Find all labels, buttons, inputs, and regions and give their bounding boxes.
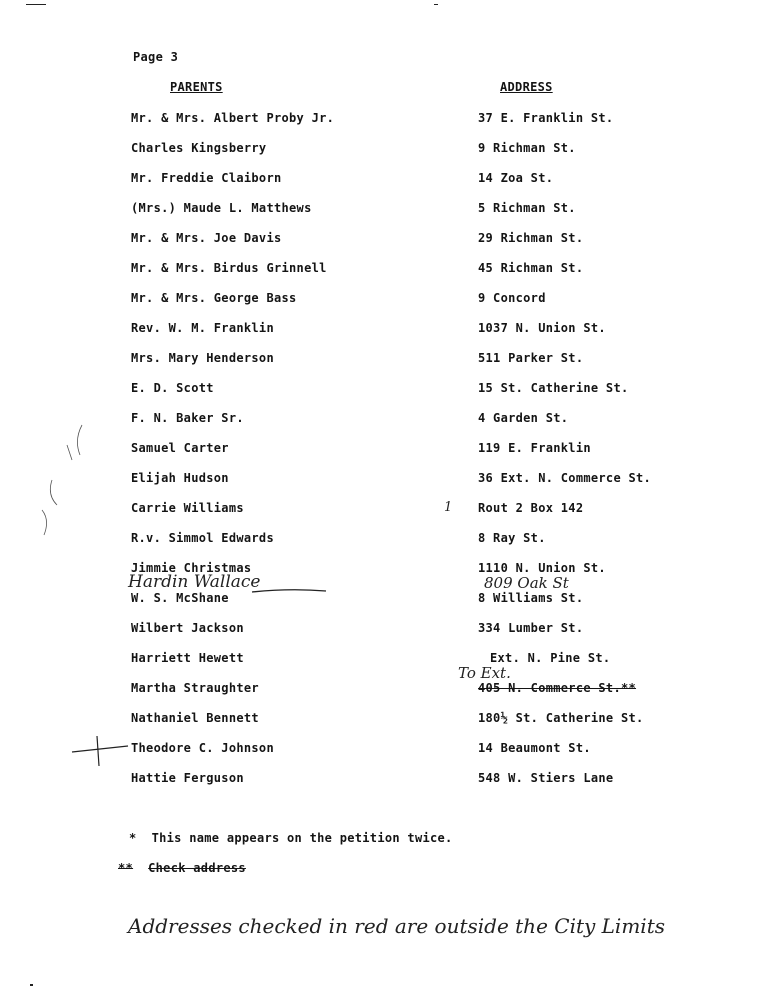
scan-artifact bbox=[30, 984, 33, 986]
parent-address: 5 Richman St. bbox=[478, 201, 576, 215]
footnote-text: Check address bbox=[148, 861, 246, 875]
parent-name: Jimmie Christmas bbox=[131, 561, 252, 575]
parent-name: R.v. Simmol Edwards bbox=[131, 531, 274, 545]
table-row bbox=[0, 351, 763, 381]
handwritten-ext-insert: To Ext. bbox=[458, 664, 511, 682]
parent-address: 548 W. Stiers Lane bbox=[478, 771, 614, 785]
footnote-text: This name appears on the petition twice. bbox=[151, 831, 453, 845]
parent-name: Theodore C. Johnson bbox=[131, 741, 274, 755]
footnote-marker: * bbox=[129, 831, 137, 845]
table-row bbox=[0, 561, 763, 591]
table-row bbox=[0, 621, 763, 651]
table-row bbox=[0, 111, 763, 141]
table-row bbox=[0, 321, 763, 351]
footnote-marker: ** bbox=[118, 861, 134, 875]
parent-name: F. N. Baker Sr. bbox=[131, 411, 244, 425]
table-row bbox=[0, 411, 763, 441]
table-row bbox=[0, 681, 763, 711]
parent-address: 511 Parker St. bbox=[478, 351, 584, 365]
scan-artifact bbox=[26, 4, 46, 5]
table-row bbox=[0, 291, 763, 321]
table-row bbox=[0, 231, 763, 261]
parents-table bbox=[0, 111, 763, 801]
table-row bbox=[0, 261, 763, 291]
handwritten-cross-mark bbox=[70, 732, 130, 768]
margin-scribble bbox=[22, 400, 102, 550]
parent-name: Elijah Hudson bbox=[131, 471, 229, 485]
table-row bbox=[0, 771, 763, 801]
parent-name: Mr. Freddie Claiborn bbox=[131, 171, 282, 185]
parent-address: 8 Ray St. bbox=[478, 531, 546, 545]
parent-address: 14 Zoa St. bbox=[478, 171, 554, 185]
parent-address: 37 E. Franklin St. bbox=[478, 111, 614, 125]
table-row bbox=[0, 141, 763, 171]
parent-name: (Mrs.) Maude L. Matthews bbox=[131, 201, 312, 215]
parent-name: Nathaniel Bennett bbox=[131, 711, 259, 725]
parents-column-header: PARENTS bbox=[170, 80, 223, 94]
parent-address: 180½ St. Catherine St. bbox=[478, 711, 644, 725]
table-row bbox=[0, 531, 763, 561]
parent-name: Martha Straughter bbox=[131, 681, 259, 695]
table-row bbox=[0, 201, 763, 231]
parent-address: Rout 2 Box 142 bbox=[478, 501, 584, 515]
parent-address: 405 N. Commerce St.** bbox=[478, 681, 637, 695]
table-row bbox=[0, 501, 763, 531]
table-row bbox=[0, 591, 763, 621]
parent-name: Mr. & Mrs. Albert Proby Jr. bbox=[131, 111, 335, 125]
parent-address: 1110 N. Union St. bbox=[478, 561, 606, 575]
parent-address: 8 Williams St. bbox=[478, 591, 584, 605]
parent-address: 9 Richman St. bbox=[478, 141, 576, 155]
table-row bbox=[0, 441, 763, 471]
table-row bbox=[0, 651, 763, 681]
page-label: Page 3 bbox=[133, 50, 179, 64]
parent-name: Mrs. Mary Henderson bbox=[131, 351, 274, 365]
parent-address: 14 Beaumont St. bbox=[478, 741, 591, 755]
parent-name: Mr. & Mrs. Birdus Grinnell bbox=[131, 261, 327, 275]
parent-name: Harriett Hewett bbox=[131, 651, 244, 665]
parent-name: E. D. Scott bbox=[131, 381, 214, 395]
parent-address: 9 Concord bbox=[478, 291, 546, 305]
parent-address: 15 St. Catherine St. bbox=[478, 381, 629, 395]
parent-address: 4 Garden St. bbox=[478, 411, 569, 425]
handwritten-row-mark: 1 bbox=[444, 500, 453, 515]
parent-address: 29 Richman St. bbox=[478, 231, 584, 245]
parent-address: 36 Ext. N. Commerce St. bbox=[478, 471, 652, 485]
parent-name: Samuel Carter bbox=[131, 441, 229, 455]
handwritten-underline bbox=[250, 586, 330, 596]
parent-name: Mr. & Mrs. Joe Davis bbox=[131, 231, 282, 245]
parent-name: Carrie Williams bbox=[131, 501, 244, 515]
table-row bbox=[0, 471, 763, 501]
parent-name: Hattie Ferguson bbox=[131, 771, 244, 785]
handwritten-footer-note: Addresses checked in red are outside the City Limits bbox=[128, 914, 665, 938]
parent-address: 334 Lumber St. bbox=[478, 621, 584, 635]
parent-address: Ext. N. Pine St. bbox=[490, 651, 611, 665]
parent-name: Charles Kingsberry bbox=[131, 141, 267, 155]
parent-address: 1037 N. Union St. bbox=[478, 321, 606, 335]
parent-address: 45 Richman St. bbox=[478, 261, 584, 275]
footnote-check-address bbox=[118, 861, 246, 875]
table-row bbox=[0, 381, 763, 411]
scan-artifact bbox=[434, 4, 438, 5]
parent-address: 119 E. Franklin bbox=[478, 441, 591, 455]
parent-name: Mr. & Mrs. George Bass bbox=[131, 291, 297, 305]
footnote-duplicate bbox=[129, 831, 453, 845]
parent-name: W. S. McShane bbox=[131, 591, 229, 605]
table-row bbox=[0, 171, 763, 201]
handwritten-address-insert: 809 Oak St bbox=[484, 574, 569, 592]
handwritten-name-insert: Hardin Wallace bbox=[128, 572, 261, 592]
address-column-header: ADDRESS bbox=[500, 80, 553, 94]
parent-name: Rev. W. M. Franklin bbox=[131, 321, 274, 335]
parent-name: Wilbert Jackson bbox=[131, 621, 244, 635]
